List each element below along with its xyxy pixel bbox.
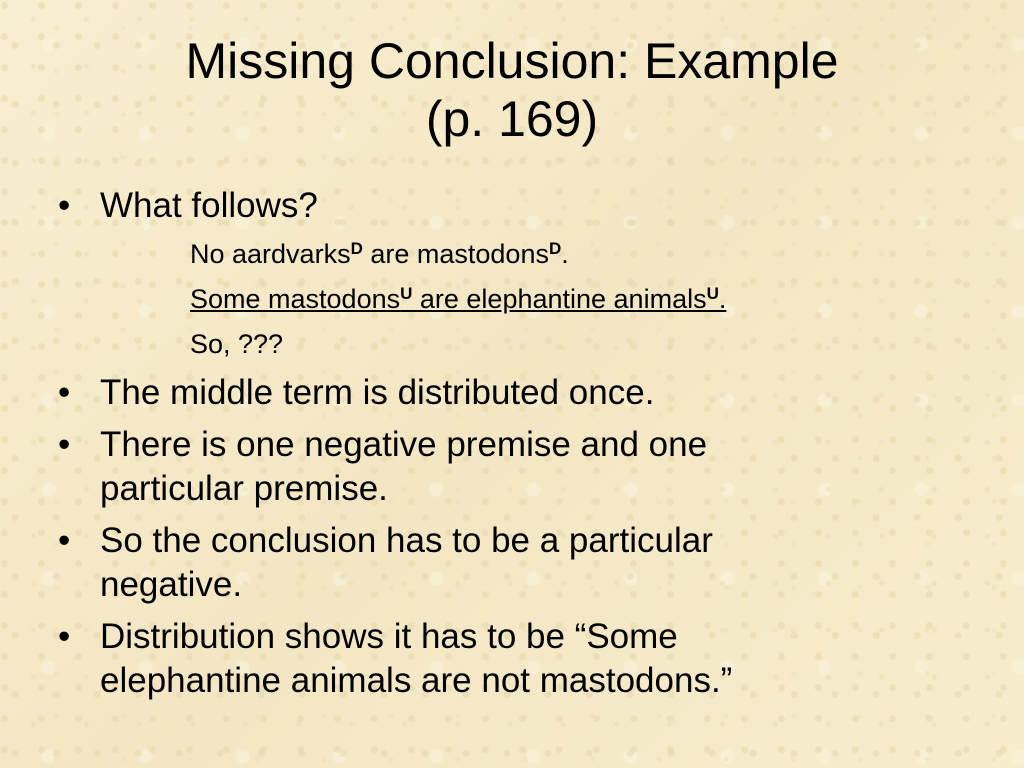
title-line-1: Missing Conclusion: Example	[185, 33, 839, 89]
distribution-mark: D	[548, 239, 562, 258]
bullet-icon: •	[58, 521, 71, 560]
distribution-mark: D	[350, 239, 363, 258]
bullet-text: So the conclusion has to be a particular	[100, 521, 713, 560]
bullet-text: The middle term is distributed once.	[100, 373, 655, 412]
slide-title	[60, 32, 964, 148]
bullet-text: There is one negative premise and one	[100, 425, 708, 464]
bullet-item	[58, 423, 707, 511]
bullet-item	[58, 184, 318, 228]
bullet-icon: •	[58, 373, 71, 412]
bullet-icon: •	[58, 186, 71, 225]
premise-1-end: .	[561, 239, 569, 269]
bullet-icon: •	[58, 617, 71, 656]
bullet-item	[58, 371, 654, 415]
premise-1-subject: No aardvarks	[190, 239, 351, 269]
bullet-item	[58, 615, 732, 703]
conclusion: So, ???	[190, 329, 284, 359]
title-line-2: (p. 169)	[425, 91, 599, 147]
bullet-text-continued: negative.	[100, 565, 243, 604]
premise-2-subject: Some mastodons	[190, 284, 401, 314]
bullet-icon: •	[58, 425, 71, 464]
bullet-text-continued: elephantine animals are not mastodons.”	[100, 661, 733, 700]
premise-2-predicate: are elephantine animals	[412, 284, 707, 314]
bullet-text: What follows?	[100, 186, 318, 225]
premise-1-predicate: are mastodons	[362, 239, 549, 269]
premise-1	[190, 237, 569, 271]
bullet-item	[58, 519, 713, 607]
premise-2-end: .	[718, 284, 727, 314]
premise-2	[190, 282, 726, 316]
bullet-text: Distribution shows it has to be “Some	[100, 617, 678, 656]
bullet-text-continued: particular premise.	[100, 469, 388, 508]
distribution-mark: U	[706, 284, 719, 303]
distribution-mark: U	[400, 284, 413, 303]
